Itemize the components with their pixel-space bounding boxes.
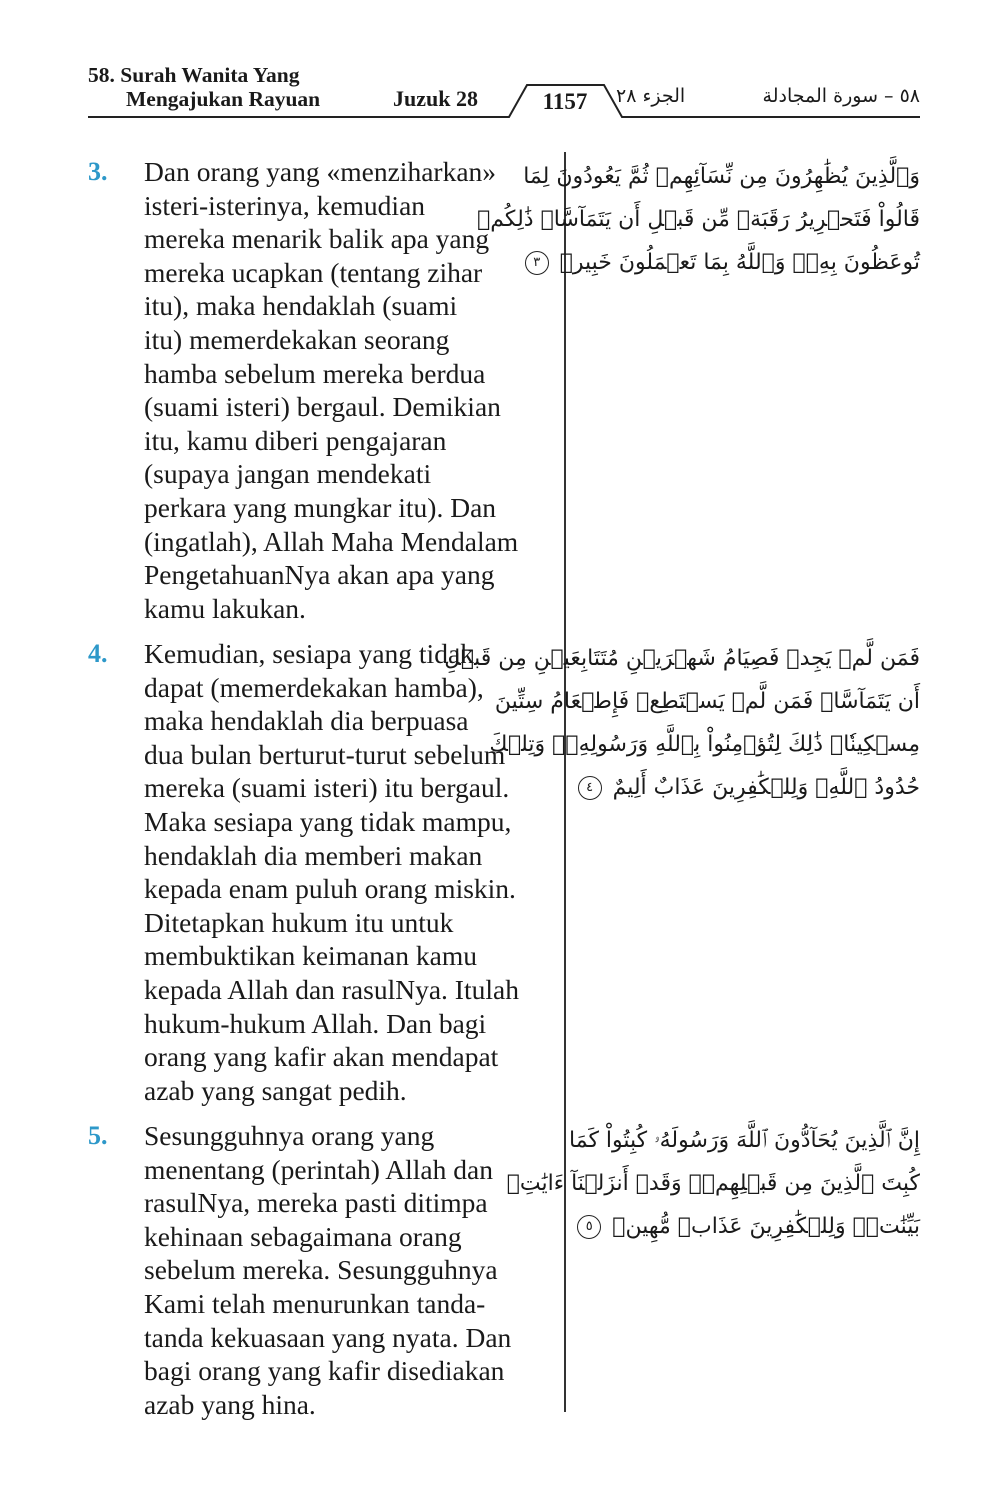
arabic-line-text: تُوعَظُونَ بِهِۦۚ وَٱللَّهُ بِمَا تَعۡمَلُونَ خَبِيرٞ xyxy=(559,250,920,275)
header-rule xyxy=(0,0,1000,125)
verse-number: 5. xyxy=(88,1121,108,1150)
arabic-line-text: بَيِّنَٰتٖۚ وَلِلۡكَٰفِرِينَ عَذَابٞ مُّهِينٞ xyxy=(612,1214,920,1239)
arabic-line: وَٱلَّذِينَ يُظَٰهِرُونَ مِن نِّسَآئِهِمۡ ثُمَّ يَعُودُونَ لِمَا xyxy=(523,164,920,189)
page-number: 1157 xyxy=(542,89,588,114)
arabic-line: كُبِتَ ٱلَّذِينَ مِن قَبۡلِهِمۡۚ وَقَدۡ أَنزَلۡنَآ ءَايَٰتِۭ xyxy=(506,1171,920,1196)
arabic-line-last xyxy=(580,766,920,809)
column-divider xyxy=(564,152,566,1412)
verse-number: 4. xyxy=(88,639,108,668)
ayah-number-marker: ٤ xyxy=(578,776,602,800)
arabic-line: فَمَن لَّمۡ يَجِدۡ فَصِيَامُ شَهۡرَيۡنِ مُتَتَابِعَيۡنِ مِن قَبۡلِ xyxy=(444,646,920,671)
surah-title-arabic: ٥٨ – سورة المجادلة xyxy=(762,85,920,107)
arabic-line: قَالُواْ فَتَحۡرِيرُ رَقَبَةٖ مِّن قَبۡلِ أَن يَتَمَآسَّاۚ ذَٰلِكُمۡ xyxy=(477,207,920,232)
juzuk-label: Juzuk 28 xyxy=(393,86,478,111)
arabic-line: مِسۡكِينٗاۚ ذَٰلِكَ لِتُؤۡمِنُواْ بِٱللَّهِ وَرَسُولِهِۦۚ وَتِلۡكَ xyxy=(489,732,920,757)
ayah-number-marker: ٣ xyxy=(525,251,549,275)
verse-translation: Dan orang yang «menziharkan» isteri-isterinya, kemudian mereka menarik balik apa yang mereka ucapkan (tentang zihar itu), maka hendaklah (suami itu) memerdekakan seorang hamba sebelum mereka berdua (suami isteri) bergaul. Demikian itu, kamu diberi pengajaran (supaya jangan mendekati perkara yang mungkar itu). Dan (ingatlah), Allah Maha Mendalam PengetahuanNya akan apa yang kamu lakukan. xyxy=(144,156,519,624)
arabic-line-last xyxy=(533,241,920,284)
surah-title-line1: 58. Surah Wanita Yang xyxy=(88,63,300,87)
page-header xyxy=(0,0,1000,125)
juz-arabic-label: الجزء ٢٨ xyxy=(616,85,686,107)
arabic-line: أَن يَتَمَآسَّاۖ فَمَن لَّمۡ يَسۡتَطِعۡ فَإِطۡعَامُ سِتِّينَ xyxy=(494,689,920,714)
verse-arabic xyxy=(506,1119,920,1248)
verse-arabic xyxy=(477,155,920,284)
arabic-line: إِنَّ ٱلَّذِينَ يُحَآدُّونَ ٱللَّهَ وَرَسُولَهُۥ كُبِتُواْ كَمَا xyxy=(569,1128,920,1153)
arabic-line-last xyxy=(580,1205,920,1248)
arabic-line-text: حُدُودُ ٱللَّهِۗ وَلِلۡكَٰفِرِينَ عَذَابٌ أَلِيمٌ xyxy=(612,775,920,800)
verse-translation: Kemudian, sesiapa yang tidak dapat (memerdekakan hamba), maka hendaklah dia berpuasa dua bulan berturut-turut sebelum mereka (suami isteri) itu bergaul. Maka sesiapa yang tidak mampu, hendaklah dia memberi makan kepada enam puluh orang miskin. Ditetapkan hukum itu untuk membuktikan keimanan kamu kepada Allah dan rasulNya. Itulah hukum-hukum Allah. Dan bagi orang yang kafir akan mendapat azab yang sangat pedih. xyxy=(144,638,519,1106)
ayah-number-marker: ٥ xyxy=(577,1215,601,1239)
surah-title-line2: Mengajukan Rayuan xyxy=(126,87,321,111)
verse-translation: Sesungguhnya orang yang menentang (perintah) Allah dan rasulNya, mereka pasti ditimpa kehinaan sebagaimana orang sebelum mereka. Sesungguhnya Kami telah menurunkan tanda- tanda kekuasaan yang nyata. Dan bagi orang yang kafir disediakan azab yang hina. xyxy=(144,1120,512,1420)
verse-arabic xyxy=(444,637,920,809)
verse-number: 3. xyxy=(88,157,108,186)
